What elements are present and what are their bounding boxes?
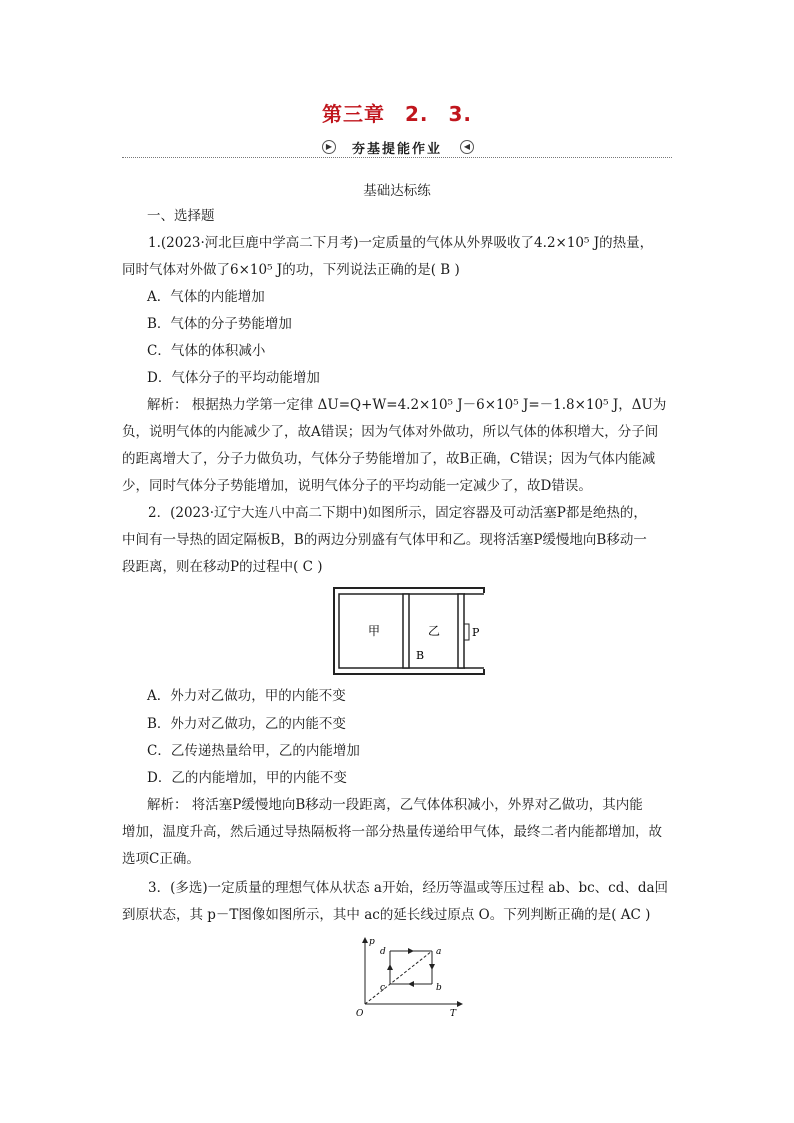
gas-yi-label: 乙 (428, 624, 441, 638)
point-a-label: a (436, 947, 442, 957)
q1-option-c: C．气体的体积减小 (147, 343, 266, 359)
q1-stem-line2: 同时气体对外做了6×10⁵ J的功，下列说法正确的是( B ) (122, 262, 460, 278)
q2-option-d: D．乙的内能增加，甲的内能不变 (147, 770, 347, 786)
q1-analysis-line4: 少，同时气体分子势能增加，说明气体分子的平均动能一定减少了，故D错误。 (122, 478, 592, 494)
piston-p (458, 594, 464, 668)
arrow-ab-icon (429, 964, 435, 970)
q3-stem-line1: 3．(多选)一定质量的理想气体从状态 a开始，经历等温或等压过程 ab、bc、cd、da回 (148, 880, 669, 896)
q2-option-b: B．外力对乙做功，乙的内能不变 (147, 716, 346, 732)
section-title: 基础达标练 (363, 183, 431, 199)
banner-label: 夯基提能作业 (351, 142, 442, 157)
point-b-label: b (436, 983, 442, 993)
play-right-icon: ▶ (322, 140, 336, 154)
q1-analysis-line2: 负，说明气体的内能减少了，故A错误；因为气体对外做功，所以气体的体积增大，分子间 (122, 424, 659, 440)
divider-b (403, 594, 409, 668)
homework-banner (122, 138, 672, 162)
arrow-bc-icon (408, 981, 414, 987)
divider-b-label: B (416, 649, 425, 662)
q1-option-d: D．气体分子的平均动能增加 (147, 370, 320, 386)
chapter-label: 第三章 (322, 102, 386, 126)
part-label: 一、选择题 (147, 208, 215, 224)
q1-option-b: B．气体的分子势能增加 (147, 316, 292, 332)
q2-analysis-line3: 选项C正确。 (122, 851, 200, 867)
q2-analysis-line2: 增加，温度升高，然后通过导热隔板将一部分热量传递给甲气体，最终二者内能都增加，故 (122, 824, 662, 840)
q1-stem-line1: 1.(2023·河北巨鹿中学高二下月考)一定质量的气体从外界吸收了4.2×10⁵ J的热量， (148, 235, 654, 251)
q2-stem-line2: 中间有一导热的固定隔板B，B的两边分别盛有气体甲和乙。现将活塞P缓慢地向B移动一 (122, 532, 647, 548)
q2-analysis-line1: 解析： 将活塞P缓慢地向B移动一段距离，乙气体体积减小，外界对乙做功，其内能 (147, 797, 643, 813)
section-number-2: 3. (448, 102, 472, 126)
play-left-icon: ◀ (460, 140, 474, 154)
arrow-da-icon (408, 948, 414, 954)
dotted-divider (122, 157, 672, 158)
gas-jia-label: 甲 (368, 624, 381, 638)
arrow-cd-icon (387, 964, 393, 970)
q3-stem-line2: 到原状态，其 p－T图像如图所示，其中 ac的延长线过原点 O。下列判断正确的是( AC ) (122, 907, 651, 923)
t-axis-label: T (450, 1009, 457, 1019)
q2-option-c: C．乙传递热量给甲，乙的内能增加 (147, 743, 360, 759)
q1-analysis-line3: 的距离增大了，分子力做负功，气体分子势能增加了，故B正确，C错误；因为气体内能减 (122, 451, 656, 467)
point-d-label: d (380, 947, 386, 957)
pt-diagram (350, 932, 470, 1020)
q2-stem-line1: 2．(2023·辽宁大连八中高二下期中)如图所示，固定容器及可动活塞P都是绝热的， (148, 505, 647, 521)
q1-analysis-line1: 解析： 根据热力学第一定律 ΔU=Q+W=4.2×10⁵ J－6×10⁵ J=－1.8×10⁵ J，ΔU为 (147, 397, 667, 413)
origin-label: O (356, 1009, 364, 1019)
q2-option-a: A．外力对乙做功，甲的内能不变 (147, 688, 346, 704)
point-c-label: c (380, 983, 386, 993)
page-title (0, 98, 794, 127)
p-axis-label: p (369, 937, 375, 947)
section-number-1: 2. (404, 102, 429, 126)
container-figure (330, 585, 490, 677)
ac-extension-line (365, 951, 432, 1004)
q1-option-a: A．气体的内能增加 (147, 289, 265, 305)
q2-stem-line3: 段距离，则在移动P的过程中( C ) (122, 559, 323, 575)
piston-p-label: P (472, 626, 480, 639)
